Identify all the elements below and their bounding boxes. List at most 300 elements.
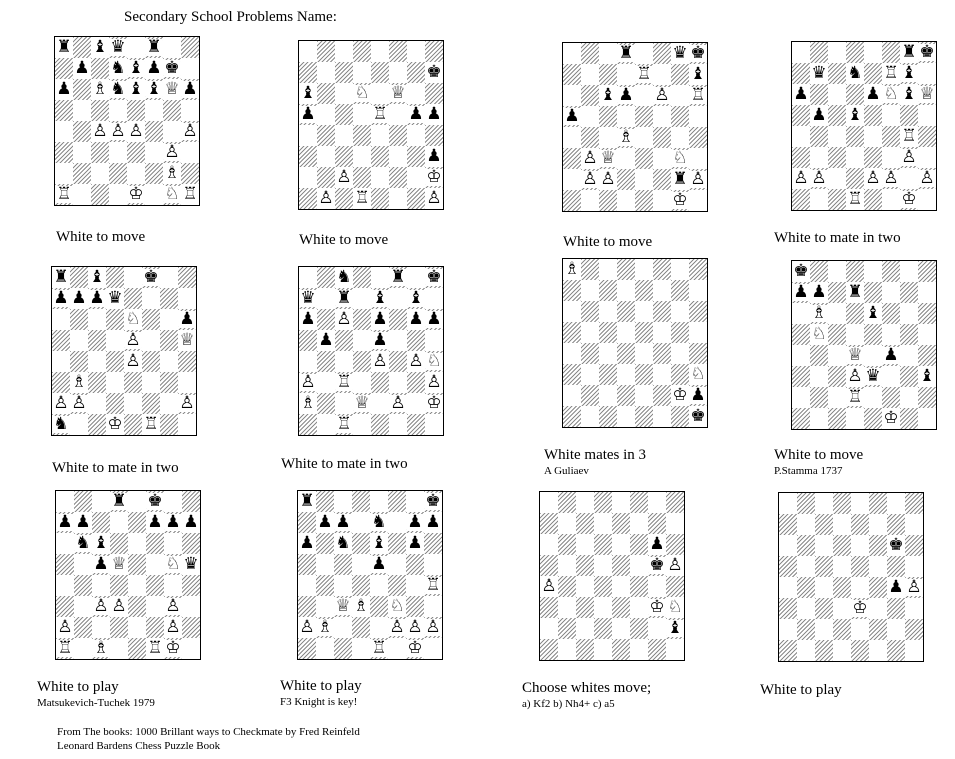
board-square xyxy=(92,491,110,512)
board-square xyxy=(828,84,846,105)
board-square xyxy=(882,387,900,408)
board-square xyxy=(828,189,846,210)
board-square xyxy=(869,577,887,598)
board-square xyxy=(666,597,684,618)
board-square xyxy=(635,85,653,106)
white-bishop-piece: ♗ xyxy=(300,393,316,413)
white-pawn-piece: ♙ xyxy=(318,188,334,208)
board-square xyxy=(617,127,635,148)
board-square xyxy=(833,493,851,514)
board-square xyxy=(407,146,425,167)
black-pawn-piece: ♟ xyxy=(146,58,162,78)
board-square xyxy=(425,62,443,83)
board-square xyxy=(576,534,594,555)
board-square xyxy=(335,351,353,372)
board-square xyxy=(563,64,581,85)
board-square xyxy=(316,491,334,512)
board-square xyxy=(828,168,846,189)
board-square xyxy=(599,148,617,169)
board-square xyxy=(828,324,846,345)
board-square xyxy=(407,330,425,351)
board-square xyxy=(371,104,389,125)
board-square xyxy=(106,414,124,435)
white-pawn-piece: ♙ xyxy=(372,351,388,371)
white-rook-piece: ♖ xyxy=(847,189,863,209)
board-square xyxy=(73,79,91,100)
board-square xyxy=(882,408,900,429)
board-square xyxy=(864,147,882,168)
board-square xyxy=(317,104,335,125)
black-bishop-piece: ♝ xyxy=(847,105,863,125)
board-square xyxy=(406,554,424,575)
board-square xyxy=(370,617,388,638)
board-square xyxy=(128,533,146,554)
board-square xyxy=(317,167,335,188)
board-square xyxy=(73,121,91,142)
board-square xyxy=(581,64,599,85)
board-square xyxy=(388,554,406,575)
board-square xyxy=(371,288,389,309)
board-square xyxy=(128,512,146,533)
board-square xyxy=(653,43,671,64)
board-square xyxy=(846,408,864,429)
board-square xyxy=(918,42,936,63)
board-square xyxy=(648,534,666,555)
board-square xyxy=(353,372,371,393)
board-square xyxy=(869,514,887,535)
white-pawn-piece: ♙ xyxy=(125,330,141,350)
board-square xyxy=(648,618,666,639)
board-square xyxy=(558,597,576,618)
puzzle-caption: Choose whites move; xyxy=(522,680,652,696)
board-square xyxy=(635,190,653,211)
board-square xyxy=(352,554,370,575)
black-bishop-piece: ♝ xyxy=(93,533,109,553)
white-bishop-piece: ♗ xyxy=(353,596,369,616)
board-square xyxy=(406,533,424,554)
board-square xyxy=(425,393,443,414)
board-square xyxy=(599,364,617,385)
board-square xyxy=(918,324,936,345)
footer-source-line-1: From The books: 1000 Brillant ways to Checkmate by Fred Reinfeld xyxy=(57,726,360,738)
board-square xyxy=(576,513,594,534)
board-square xyxy=(594,492,612,513)
board-square xyxy=(815,556,833,577)
board-square xyxy=(851,493,869,514)
black-bishop-piece: ♝ xyxy=(690,64,706,84)
board-square xyxy=(142,393,160,414)
board-square xyxy=(127,58,145,79)
board-square xyxy=(599,322,617,343)
white-rook-piece: ♖ xyxy=(425,575,441,595)
board-square xyxy=(182,596,200,617)
board-square xyxy=(815,514,833,535)
board-square xyxy=(425,309,443,330)
board-square xyxy=(563,280,581,301)
board-square xyxy=(869,598,887,619)
board-square xyxy=(55,37,73,58)
board-square xyxy=(299,330,317,351)
white-queen-piece: ♕ xyxy=(179,330,195,350)
board-square xyxy=(635,364,653,385)
board-square xyxy=(335,393,353,414)
board-square xyxy=(352,596,370,617)
board-square xyxy=(106,351,124,372)
board-square xyxy=(846,42,864,63)
board-square xyxy=(869,535,887,556)
white-pawn-piece: ♙ xyxy=(541,576,557,596)
board-square xyxy=(334,638,352,659)
black-king-piece: ♚ xyxy=(793,261,809,281)
board-square xyxy=(146,491,164,512)
white-rook-piece: ♖ xyxy=(182,184,198,204)
black-bishop-piece: ♝ xyxy=(600,85,616,105)
board-square xyxy=(594,576,612,597)
white-pawn-piece: ♙ xyxy=(408,351,424,371)
white-bishop-piece: ♗ xyxy=(93,638,109,658)
white-pawn-piece: ♙ xyxy=(92,121,108,141)
board-square xyxy=(810,63,828,84)
board-square xyxy=(317,414,335,435)
board-square xyxy=(353,414,371,435)
board-square xyxy=(864,408,882,429)
board-square xyxy=(299,146,317,167)
white-pawn-piece: ♙ xyxy=(906,577,922,597)
board-square xyxy=(145,100,163,121)
black-pawn-piece: ♟ xyxy=(93,554,109,574)
black-pawn-piece: ♟ xyxy=(317,512,333,532)
board-square xyxy=(630,555,648,576)
board-square xyxy=(335,372,353,393)
board-square xyxy=(635,385,653,406)
black-bishop-piece: ♝ xyxy=(128,58,144,78)
board-square xyxy=(70,267,88,288)
board-square xyxy=(425,83,443,104)
board-square xyxy=(316,575,334,596)
black-bishop-piece: ♝ xyxy=(146,79,162,99)
chess-board-10 xyxy=(297,490,443,660)
white-king-piece: ♔ xyxy=(672,385,688,405)
board-square xyxy=(617,385,635,406)
board-square xyxy=(164,554,182,575)
board-square xyxy=(653,169,671,190)
white-knight-piece: ♘ xyxy=(165,554,181,574)
board-square xyxy=(882,63,900,84)
board-square xyxy=(407,188,425,209)
board-square xyxy=(833,556,851,577)
board-square xyxy=(127,163,145,184)
board-square xyxy=(128,554,146,575)
chess-board-8 xyxy=(791,260,937,430)
board-square xyxy=(352,575,370,596)
board-square xyxy=(142,309,160,330)
white-king-piece: ♔ xyxy=(107,414,123,434)
board-square xyxy=(576,597,594,618)
board-square xyxy=(52,288,70,309)
white-pawn-piece: ♙ xyxy=(811,168,827,188)
white-pawn-piece: ♙ xyxy=(71,393,87,413)
white-rook-piece: ♖ xyxy=(143,414,159,434)
board-square xyxy=(335,146,353,167)
board-square xyxy=(181,37,199,58)
board-square xyxy=(810,42,828,63)
board-square xyxy=(110,491,128,512)
board-square xyxy=(882,126,900,147)
white-king-piece: ♔ xyxy=(883,408,899,428)
board-square xyxy=(298,638,316,659)
board-square xyxy=(815,535,833,556)
board-square xyxy=(352,638,370,659)
board-square xyxy=(370,491,388,512)
board-square xyxy=(581,406,599,427)
black-king-piece: ♚ xyxy=(426,62,442,82)
board-square xyxy=(164,491,182,512)
board-square xyxy=(335,330,353,351)
chess-board-2 xyxy=(298,40,444,210)
board-square xyxy=(335,288,353,309)
board-square xyxy=(648,492,666,513)
board-square xyxy=(540,618,558,639)
board-square xyxy=(73,163,91,184)
board-square xyxy=(653,385,671,406)
board-square xyxy=(828,387,846,408)
board-square xyxy=(612,555,630,576)
board-square xyxy=(317,330,335,351)
board-square xyxy=(671,343,689,364)
board-square xyxy=(371,372,389,393)
board-square xyxy=(653,85,671,106)
board-square xyxy=(109,58,127,79)
board-square xyxy=(900,345,918,366)
board-square xyxy=(55,100,73,121)
board-square xyxy=(815,493,833,514)
board-square xyxy=(424,491,442,512)
black-queen-piece: ♛ xyxy=(865,366,881,386)
board-square xyxy=(599,190,617,211)
white-bishop-piece: ♗ xyxy=(92,79,108,99)
board-square xyxy=(371,83,389,104)
board-square xyxy=(792,366,810,387)
board-square xyxy=(298,575,316,596)
board-square xyxy=(900,42,918,63)
white-rook-piece: ♖ xyxy=(57,638,73,658)
board-square xyxy=(425,414,443,435)
black-king-piece: ♚ xyxy=(164,58,180,78)
board-square xyxy=(146,617,164,638)
board-square xyxy=(371,393,389,414)
black-knight-piece: ♞ xyxy=(371,512,387,532)
board-square xyxy=(900,168,918,189)
board-square xyxy=(109,79,127,100)
white-pawn-piece: ♙ xyxy=(793,168,809,188)
puzzle-caption: White to play xyxy=(280,678,362,694)
white-king-piece: ♔ xyxy=(407,638,423,658)
board-square xyxy=(181,121,199,142)
board-square xyxy=(810,261,828,282)
board-square xyxy=(563,127,581,148)
board-square xyxy=(864,324,882,345)
board-square xyxy=(617,406,635,427)
white-knight-piece: ♘ xyxy=(672,148,688,168)
board-square xyxy=(299,104,317,125)
board-square xyxy=(388,533,406,554)
board-square xyxy=(299,372,317,393)
board-square xyxy=(106,309,124,330)
white-pawn-piece: ♙ xyxy=(93,596,109,616)
white-rook-piece: ♖ xyxy=(847,387,863,407)
board-square xyxy=(146,596,164,617)
board-square xyxy=(127,121,145,142)
board-square xyxy=(581,43,599,64)
board-square xyxy=(828,261,846,282)
white-queen-piece: ♕ xyxy=(335,596,351,616)
board-square xyxy=(648,513,666,534)
board-square xyxy=(797,556,815,577)
board-square xyxy=(689,385,707,406)
board-square xyxy=(164,575,182,596)
white-rook-piece: ♖ xyxy=(636,64,652,84)
board-square xyxy=(779,556,797,577)
white-pawn-piece: ♙ xyxy=(425,617,441,637)
board-square xyxy=(52,414,70,435)
black-pawn-piece: ♟ xyxy=(299,533,315,553)
board-square xyxy=(124,414,142,435)
board-square xyxy=(828,126,846,147)
board-square xyxy=(689,64,707,85)
board-square xyxy=(540,597,558,618)
board-square xyxy=(648,576,666,597)
board-square xyxy=(869,493,887,514)
board-square xyxy=(73,100,91,121)
board-square xyxy=(370,512,388,533)
black-bishop-piece: ♝ xyxy=(865,303,881,323)
board-square xyxy=(73,184,91,205)
board-square xyxy=(630,576,648,597)
black-bishop-piece: ♝ xyxy=(667,618,683,638)
board-square xyxy=(389,414,407,435)
board-square xyxy=(846,282,864,303)
white-pawn-piece: ♙ xyxy=(57,617,73,637)
board-square xyxy=(653,280,671,301)
board-square xyxy=(92,554,110,575)
board-square xyxy=(689,259,707,280)
board-square xyxy=(178,267,196,288)
board-square xyxy=(630,492,648,513)
black-bishop-piece: ♝ xyxy=(128,79,144,99)
board-square xyxy=(797,577,815,598)
board-square xyxy=(689,85,707,106)
board-square xyxy=(864,63,882,84)
board-square xyxy=(851,640,869,661)
black-rook-piece: ♜ xyxy=(56,37,72,57)
board-square xyxy=(163,37,181,58)
board-square xyxy=(792,303,810,324)
board-square xyxy=(92,617,110,638)
black-queen-piece: ♛ xyxy=(672,43,688,63)
board-square xyxy=(882,42,900,63)
board-square xyxy=(864,189,882,210)
board-square xyxy=(353,125,371,146)
board-square xyxy=(88,288,106,309)
board-square xyxy=(833,619,851,640)
board-square xyxy=(918,408,936,429)
board-square xyxy=(563,43,581,64)
board-square xyxy=(594,555,612,576)
board-square xyxy=(371,41,389,62)
board-square xyxy=(617,364,635,385)
board-square xyxy=(540,639,558,660)
black-knight-piece: ♞ xyxy=(53,414,69,434)
board-square xyxy=(882,189,900,210)
black-king-piece: ♚ xyxy=(690,43,706,63)
board-square xyxy=(127,100,145,121)
board-square xyxy=(671,280,689,301)
board-square xyxy=(599,43,617,64)
board-square xyxy=(833,640,851,661)
black-pawn-piece: ♟ xyxy=(793,84,809,104)
board-square xyxy=(371,309,389,330)
black-knight-piece: ♞ xyxy=(75,533,91,553)
board-square xyxy=(599,127,617,148)
board-square xyxy=(88,393,106,414)
black-pawn-piece: ♟ xyxy=(71,288,87,308)
board-square xyxy=(406,575,424,596)
puzzle-caption: White to move xyxy=(563,234,653,250)
board-square xyxy=(388,575,406,596)
board-square xyxy=(828,303,846,324)
board-square xyxy=(918,63,936,84)
board-square xyxy=(56,512,74,533)
board-square xyxy=(792,261,810,282)
chess-board-3 xyxy=(562,42,708,212)
board-square xyxy=(689,280,707,301)
board-square xyxy=(70,393,88,414)
black-pawn-piece: ♟ xyxy=(407,512,423,532)
board-square xyxy=(563,259,581,280)
board-square xyxy=(882,303,900,324)
black-bishop-piece: ♝ xyxy=(919,366,935,386)
board-square xyxy=(389,351,407,372)
board-square xyxy=(779,619,797,640)
board-square xyxy=(56,617,74,638)
board-square xyxy=(163,184,181,205)
white-bishop-piece: ♗ xyxy=(71,372,87,392)
board-square xyxy=(88,414,106,435)
white-pawn-piece: ♙ xyxy=(128,121,144,141)
board-square xyxy=(851,535,869,556)
board-square xyxy=(389,83,407,104)
board-square xyxy=(70,414,88,435)
board-square xyxy=(70,309,88,330)
board-square xyxy=(178,372,196,393)
black-pawn-piece: ♟ xyxy=(372,309,388,329)
board-square xyxy=(630,618,648,639)
board-square xyxy=(353,393,371,414)
white-knight-piece: ♘ xyxy=(389,596,405,616)
board-square xyxy=(334,533,352,554)
board-square xyxy=(371,167,389,188)
board-square xyxy=(689,169,707,190)
board-square xyxy=(612,597,630,618)
board-square xyxy=(630,597,648,618)
board-square xyxy=(163,121,181,142)
puzzle-subtitle: A Guliaev xyxy=(544,465,589,477)
board-square xyxy=(689,301,707,322)
white-king-piece: ♔ xyxy=(649,597,665,617)
board-square xyxy=(797,493,815,514)
board-square xyxy=(653,127,671,148)
black-pawn-piece: ♟ xyxy=(179,309,195,329)
